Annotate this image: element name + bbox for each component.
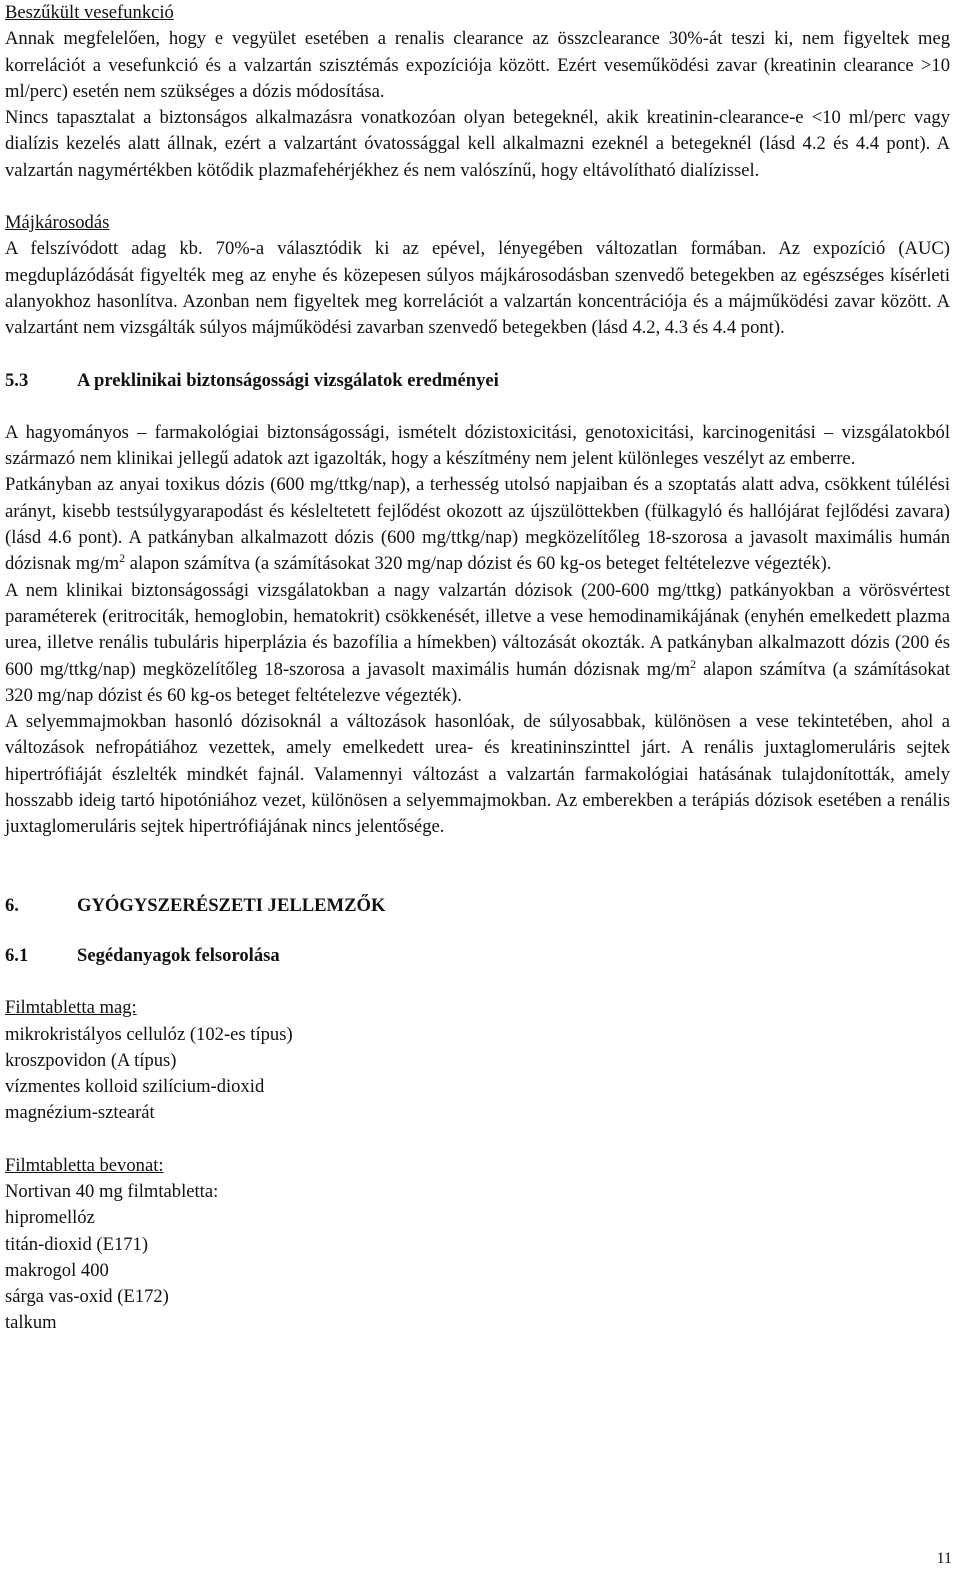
section-6-number: 6. (5, 894, 19, 916)
section-5-3-number: 5.3 (5, 369, 29, 391)
liver-heading: Májkárosodás (5, 212, 110, 234)
coating-item: makrogol 400 (5, 1259, 109, 1281)
preclinical-paragraph-1: A hagyományos – farmakológiai biztonságossági, ismételt dózistoxicitási, genotoxicitási, karcinogenitási – vizsgálatokból származó nem klinikai jellegű adatok azt igazolták, hogy a készítmény nem jelent különleges veszélyt az emberre. (5, 421, 950, 470)
section-6-1-heading (5, 943, 950, 969)
renal-paragraph-2: Nincs tapasztalat a biztonságos alkalmazásra vonatkozóan olyan betegeknél, akik kreatinin-clearance-e <10 ml/perc vagy dialízis kezelés alatt állnak, ezért a valzartánt óvatossággal kell alkalmazni ezeknél a betegeknél (lásd 4.2 és 4.4 pont). A valzartán nagymértékben kötődik plazmafehérjékhez és nem valószínű, hogy eltávolítható dialízissel. (5, 107, 950, 181)
coating-heading: Filmtabletta bevonat: (5, 1154, 164, 1176)
preclinical-paragraph-2 (5, 472, 950, 577)
core-item: mikrokristályos cellulóz (102-es típus) (5, 1023, 293, 1045)
coating-item: talkum (5, 1312, 57, 1334)
coating-item: sárga vas-oxid (E172) (5, 1286, 169, 1308)
section-6-1-number: 6.1 (5, 944, 29, 966)
renal-heading: Beszűkült vesefunkció (5, 2, 174, 23)
document-page (5, 0, 950, 1337)
preclinical-paragraph-3 (5, 578, 950, 709)
superscript: 2 (690, 656, 697, 671)
preclinical-paragraph-2-text: Patkányban az anyai toxikus dózis (600 mg/ttkg/nap), a terhesség utolsó napjaiban és a szoptatás alatt adva, csökkent túlélési arányt, kisebb testsúlygyarapodást és késleltetett fejlődést okozott az újszülöttekben (fülkagyló és hallójárat fejlődési zavara) (lásd 4.6 pont). A patkányban alkalmazott dózis (600 mg/ttkg/nap) megközelítőleg 18-szorosa a javasolt maximális humán dózisnak mg/m (5, 474, 950, 575)
coating-item: Nortivan 40 mg filmtabletta: (5, 1180, 219, 1202)
preclinical-paragraph-3-tail: alapon számítva (a számításokat 320 mg/nap dózist és 60 kg-os beteget feltételezve végezték). (5, 658, 950, 706)
section-6-1-title: Segédanyagok felsorolása (77, 944, 280, 966)
core-item: magnézium-sztearát (5, 1102, 155, 1124)
renal-paragraph-1: Annak megfelelően, hogy e vegyület esetében a renalis clearance az összclearance 30%-át teszi ki, nem figyeltek meg korrelációt a vesefunkció és a valzartán szisztémás expozíciója között. Ezért veseműködési zavar (kreatinin clearance >10 ml/perc) esetén nem szükséges a dózis módosítása. (5, 28, 950, 102)
section-6-heading (5, 893, 950, 919)
coating-item: hipromellóz (5, 1207, 95, 1229)
core-item: kroszpovidon (A típus) (5, 1049, 177, 1071)
superscript: 2 (119, 551, 126, 566)
section-5-3-title: A preklinikai biztonságossági vizsgálatok eredményei (77, 369, 499, 391)
core-item: vízmentes kolloid szilícium-dioxid (5, 1076, 265, 1098)
liver-paragraph: A felszívódott adag kb. 70%-a választódik ki az epével, lényegében változatlan formában. Az expozíció (AUC) megduplázódását figyelték meg az enyhe és közepesen súlyos májkárosodásban szenvedő betegekben az egészséges kísérleti alanyokhoz hasonlítva. Azonban nem figyeltek meg korrelációt a valzartán koncentrációja és a májműködési zavar között. A valzartánt nem vizsgálták súlyos májműködési zavarban szenvedő betegekben (lásd 4.2, 4.3 és 4.4 pont). (5, 238, 950, 339)
preclinical-paragraph-3-text: A nem klinikai biztonságossági vizsgálatokban a nagy valzartán dózisok (200-600 mg/ttkg) patkányokban a vörösvértest paraméterek (eritrociták, hemoglobin, hematokrit) csökkenését, illetve a vese hemodinamikájának (enyhén emelkedett plazma urea, illetve renális tubuláris hiperplázia és bazofília a hímekben) változását okozták. A patkányban alkalmazott dózis (200 és 600 mg/ttkg/nap) megközelítőleg 18-szorosa a javasolt maximális humán dózisnak mg/m (5, 579, 950, 680)
section-5-3-heading (5, 368, 950, 394)
page-number: 11 (936, 1550, 952, 1567)
preclinical-paragraph-2-tail: alapon számítva (a számításokat 320 mg/nap dózist és 60 kg-os beteget feltételezve végezték). (125, 553, 832, 575)
preclinical-paragraph-4: A selyemmajmokban hasonló dózisoknál a változások hasonlóak, de súlyosabbak, különösen a vese tekintetében, ahol a változások nefropátiához vezettek, amely emelkedett urea- és kreatininszinttel járt. A renális juxtaglomeruláris sejtek hipertrófiáját észlelték mindkét fajnál. Valamennyi változást a valzartán farmakológiai hatásának tulajdonították, amely hosszabb ideig tartó hipotóniához vezet, különösen a selyemmajmokban. Az emberekben a terápiás dózisok esetében a renális juxtaglomeruláris sejtek hipertrófiájának nincs jelentősége. (5, 711, 950, 838)
section-6-title: GYÓGYSZERÉSZETI JELLEMZŐK (77, 894, 386, 916)
coating-item: titán-dioxid (E171) (5, 1233, 149, 1255)
core-heading: Filmtabletta mag: (5, 997, 137, 1019)
